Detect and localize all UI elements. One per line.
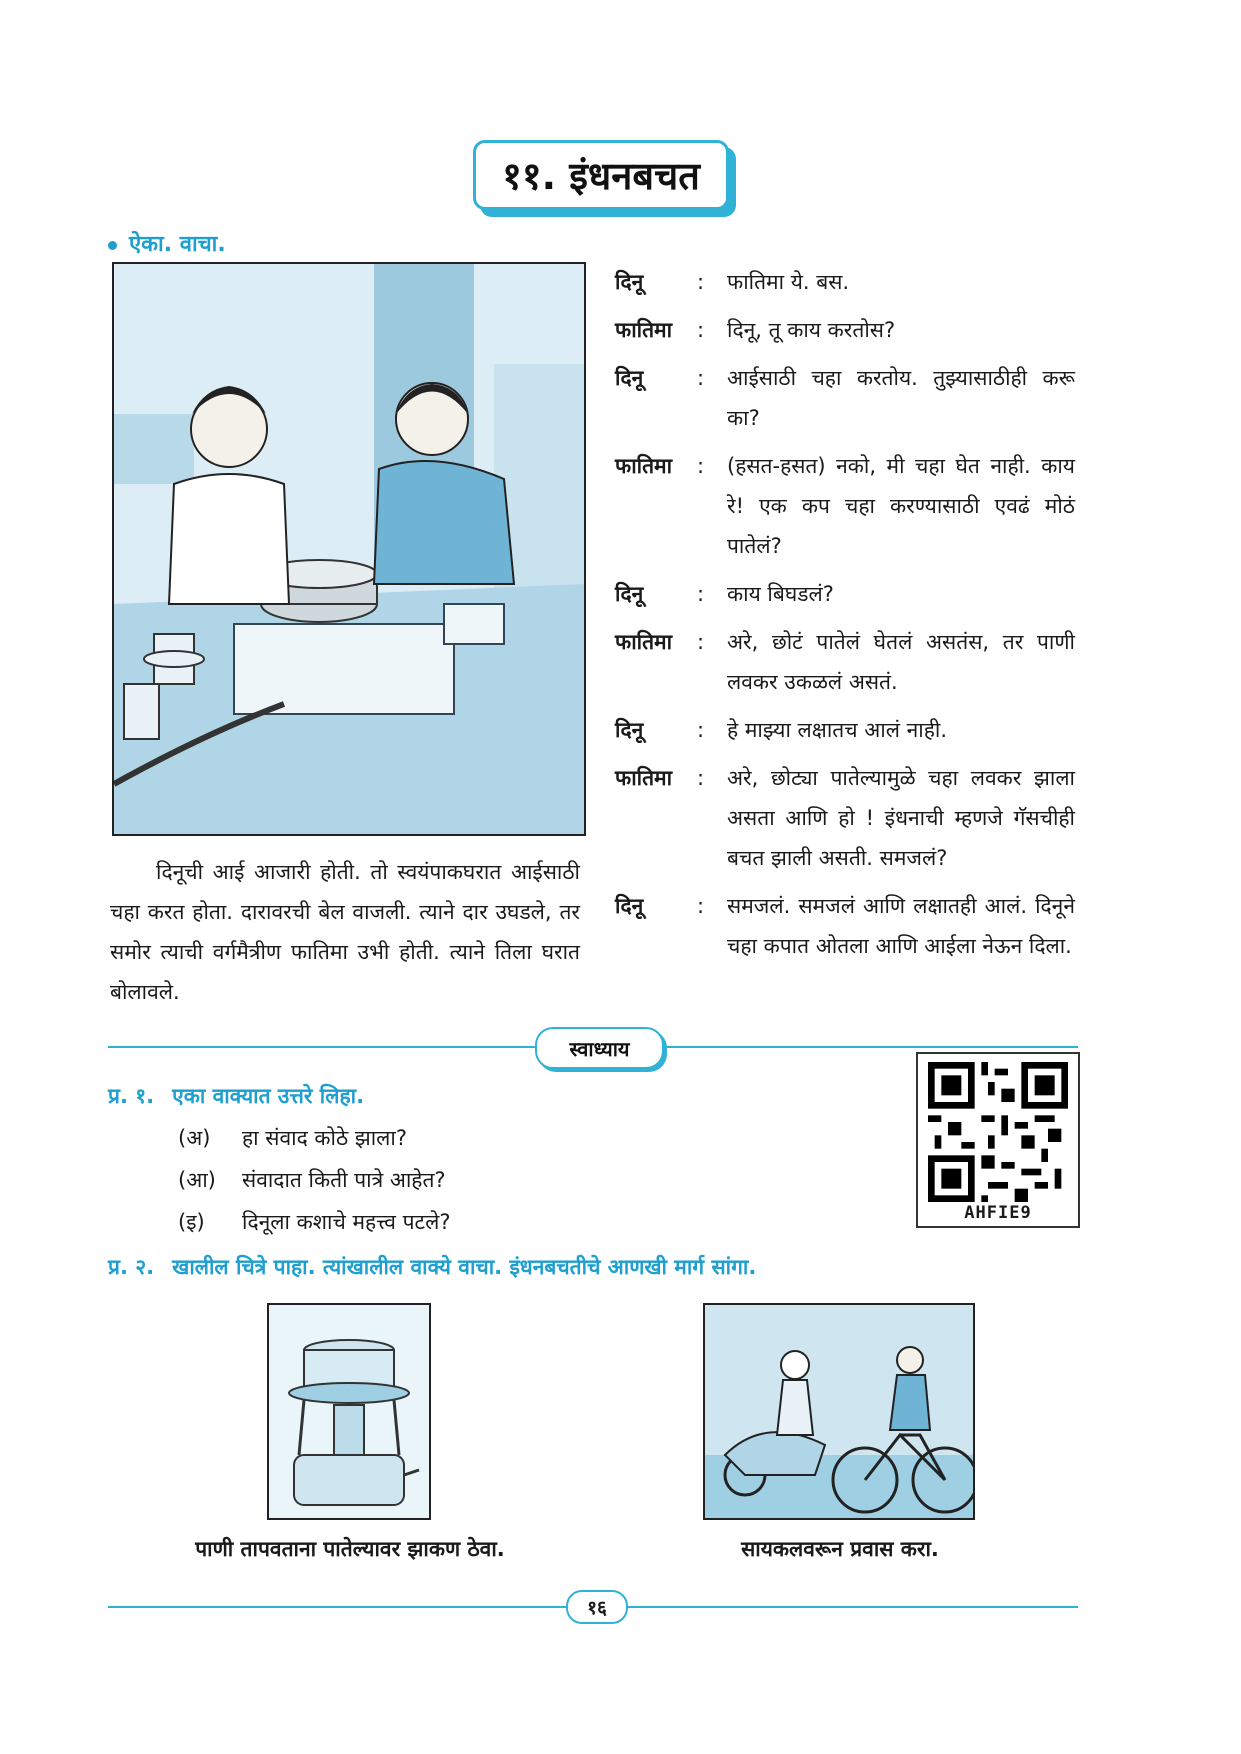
sub-question (178, 1159, 446, 1201)
question-text: एका वाक्यात उत्तरे लिहा. (172, 1084, 365, 1108)
section-heading-text: ऐका. वाचा. (129, 232, 226, 257)
qr-code-icon (928, 1062, 1068, 1202)
speaker: दिनू (615, 366, 644, 390)
question-1 (108, 1082, 364, 1110)
question-number: प्र. २. (108, 1255, 155, 1279)
caption-cycle: सायकलवरून प्रवास करा. (741, 1537, 939, 1561)
chapter-title: ११. इंधनबचत (473, 140, 729, 210)
dialogue-line: फातिमा : दिनू, तू काय करतोस? (615, 310, 1075, 350)
dialogue-line: दिनू : काय बिघडलं? (615, 574, 1075, 614)
story-paragraph (110, 852, 580, 1012)
question-text: खालील चित्रे पाहा. त्यांखालील वाक्ये वाचा. इंधनबचतीचे आणखी मार्ग सांगा. (172, 1255, 757, 1279)
sub-question-label: (इ) (178, 1210, 205, 1234)
speaker: फातिमा (615, 766, 673, 790)
line-text: दिनू, तू काय करतोस? (727, 318, 896, 342)
line-text: अरे, छोट्या पातेल्यामुळे चहा लवकर झाला असता आणि हो ! इंधनाची म्हणजे गॅसचीही बचत झाली असती. समजलं? (727, 766, 1075, 870)
line-text: आईसाठी चहा करतोय. तुझ्यासाठीही करू का? (727, 366, 1075, 430)
sub-question-text: संवादात किती पात्रे आहेत? (242, 1168, 446, 1192)
dialogue-line: फातिमा : (हसत-हसत) नको, मी चहा घेत नाही. काय रे! एक कप चहा करण्यासाठी एवढं मोठं पातेलं? (615, 446, 1075, 566)
dialogue-line: फातिमा : अरे, छोट्या पातेल्यामुळे चहा लवकर झाला असता आणि हो ! इंधनाची म्हणजे गॅसचीही बचत झाली असती. समजलं? (615, 758, 1075, 878)
dialogue-line: फातिमा : अरे, छोटं पातेलं घेतलं असतंस, तर पाणी लवकर उकळलं असतं. (615, 622, 1075, 702)
speaker: फातिमा (615, 318, 673, 342)
cycle-illustration (703, 1303, 975, 1520)
line-text: काय बिघडलं? (727, 582, 834, 606)
story-text: दिनूची आई आजारी होती. तो स्वयंपाकघरात आईसाठी चहा करत होता. दारावरची बेल वाजली. त्याने दार उघडले, तर समोर त्याची वर्गमैत्रीण फातिमा उभी होती. त्याने तिला घरात बोलावले. (110, 860, 580, 1004)
sub-question-label: (आ) (178, 1168, 216, 1192)
exercise-label: स्वाध्याय (535, 1027, 664, 1069)
speaker: दिनू (615, 718, 644, 742)
line-text: हे माझ्या लक्षातच आलं नाही. (727, 718, 948, 742)
speaker: फातिमा (615, 630, 673, 654)
dialogue-line: दिनू : समजलं. समजलं आणि लक्षातही आलं. दिनूने चहा कपात ओतला आणि आईला नेऊन दिला. (615, 886, 1075, 966)
page-number: १६ (566, 1590, 628, 1624)
stove-illustration (267, 1303, 431, 1520)
sub-question (178, 1117, 407, 1159)
question-number: प्र. १. (108, 1084, 155, 1108)
sub-question-label: (अ) (178, 1126, 211, 1150)
speaker: दिनू (615, 894, 644, 918)
question-2 (108, 1253, 756, 1281)
line-text: अरे, छोटं पातेलं घेतलं असतंस, तर पाणी लवकर उकळलं असतं. (727, 630, 1075, 694)
sub-question-text: हा संवाद कोठे झाला? (242, 1126, 407, 1150)
dialogue-line: दिनू : फातिमा ये. बस. (615, 262, 1075, 302)
speaker: दिनू (615, 270, 644, 294)
line-text: (हसत-हसत) नको, मी चहा घेत नाही. काय रे! एक कप चहा करण्यासाठी एवढं मोठं पातेलं? (727, 454, 1075, 558)
dialogue (615, 262, 1075, 974)
speaker: दिनू (615, 582, 644, 606)
line-text: फातिमा ये. बस. (727, 270, 850, 294)
kitchen-illustration (112, 262, 586, 836)
sub-question-text: दिनूला कशाचे महत्त्व पटले? (242, 1210, 451, 1234)
sub-question (178, 1201, 451, 1243)
dialogue-line: दिनू : हे माझ्या लक्षातच आलं नाही. (615, 710, 1075, 750)
line-text: समजलं. समजलं आणि लक्षातही आलं. दिनूने चहा कपात ओतला आणि आईला नेऊन दिला. (727, 894, 1075, 958)
caption-stove: पाणी तापवताना पातेल्यावर झाकण ठेवा. (195, 1537, 505, 1561)
speaker: फातिमा (615, 454, 673, 478)
qr-code-box[interactable] (916, 1052, 1080, 1228)
section-heading (108, 228, 226, 258)
qr-caption: AHFIE9 (964, 1203, 1032, 1223)
dialogue-line: दिनू : आईसाठी चहा करतोय. तुझ्यासाठीही करू का? (615, 358, 1075, 438)
bullet-icon (108, 241, 117, 250)
